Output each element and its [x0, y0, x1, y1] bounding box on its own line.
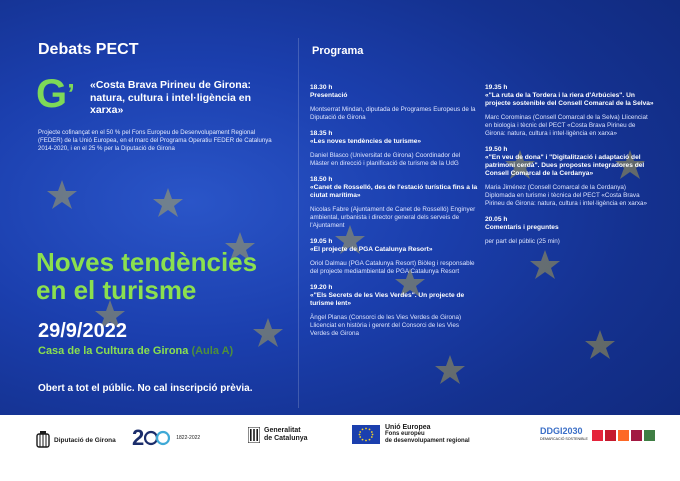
- sdg-icons: [592, 430, 655, 441]
- logo-apostrophe: ’: [67, 78, 75, 109]
- item-heading: «Canet de Rosselló, des de l'estació turística fins a la ciutat marítima»: [310, 184, 478, 199]
- programa-column-1: [310, 84, 480, 346]
- sdg-icon: [618, 430, 629, 441]
- venue-room: (Aula A): [191, 345, 234, 357]
- item-speaker: Nicolas Fabre (Ajuntament de Canet de Rosselló) Enginyer ambiental, urbanista i director general dels serveis de l'Ajuntament: [310, 206, 476, 229]
- event-title-line1: Noves tendències: [36, 247, 258, 277]
- diputacio-label: Diputació de Girona: [54, 436, 116, 444]
- footer-logos: [0, 415, 680, 481]
- sdg-icon: [644, 430, 655, 441]
- generalitat-line2: de Catalunya: [264, 435, 308, 442]
- anniversary-years: 1822-2022: [176, 435, 201, 441]
- item-heading: Presentació: [310, 92, 348, 99]
- item-speaker: Montserrat Mindan, diputada de Programes Europeus de la Diputació de Girona: [310, 106, 476, 121]
- item-time: 20.05 h: [485, 216, 508, 223]
- venue-name: Casa de la Cultura de Girona: [38, 345, 189, 357]
- anniversary-rings-icon: [144, 430, 170, 446]
- item-speaker: Maria Jiménez (Consell Comarcal de la Cerdanya) Diplomada en turisme i tècnica del PECT «Costa Brava Pirineu de Girona: natura, cultura i intel·ligència en xarxa»: [485, 184, 648, 207]
- event-venue: [38, 345, 233, 357]
- diputacio-logo: [36, 431, 116, 449]
- item-heading: «"La ruta de la Tordera i la riera d'Arbúcies". Un projecte sostenible del Consell Comarcal de la Selva»: [485, 92, 654, 107]
- sdg-icon: [605, 430, 616, 441]
- item-speaker: per part del públic (25 min): [485, 238, 560, 245]
- item-heading: «El projecte de PGA Catalunya Resort»: [310, 246, 433, 253]
- event-title: [36, 248, 276, 304]
- generalitat-line1: Generalitat: [264, 427, 301, 434]
- eu-logo: [352, 424, 470, 445]
- diputacio-shield-icon: [36, 431, 50, 449]
- programa-item: [310, 284, 480, 338]
- anniversary-digit: 2: [132, 425, 145, 450]
- open-note: Obert a tot el públic. No cal inscripció prèvia.: [38, 383, 253, 394]
- programa-item: [310, 238, 480, 276]
- programa-item: [485, 146, 655, 208]
- ddgi-logo: [540, 427, 655, 443]
- project-subtitle: «Costa Brava Pirineu de Girona: natura, cultura i intel·ligència en xarxa»: [90, 79, 252, 116]
- item-time: 18.35 h: [310, 130, 333, 137]
- eu-line2: Fons europeu: [385, 431, 425, 437]
- page-header-title: Debats PECT: [38, 41, 139, 58]
- logo-letter: G: [36, 72, 68, 116]
- programa-item: [310, 176, 480, 230]
- programa-item: [310, 84, 480, 122]
- event-date: 29/9/2022: [38, 320, 127, 342]
- item-speaker: Àngel Planas (Consorci de les Vies Verdes de Girona) Llicenciat en història i gerent del Consorci de les Vies Verdes de Girona: [310, 314, 462, 337]
- item-time: 19.50 h: [485, 146, 508, 153]
- sdg-icon: [631, 430, 642, 441]
- item-heading: Comentaris i preguntes: [485, 224, 559, 231]
- programa-item: [310, 130, 480, 168]
- item-time: 18.50 h: [310, 176, 333, 183]
- programa-column-2: [485, 84, 655, 254]
- sdg-icon: [592, 430, 603, 441]
- item-time: 18.30 h: [310, 84, 333, 91]
- eu-line1: Unió Europea: [385, 424, 431, 431]
- item-time: 19.20 h: [310, 284, 333, 291]
- item-speaker: Daniel Blasco (Universitat de Girona) Coordinador del Màster en direcció i planificació de turisme de la UdG: [310, 152, 461, 167]
- ddgi-sub: DEMARCACIÓ SOSTENIBLE: [540, 437, 588, 441]
- ddgi-text: [540, 427, 588, 443]
- programa-item: [485, 84, 655, 138]
- eu-flag-icon: [352, 425, 380, 444]
- programa-item: [485, 216, 655, 246]
- eu-text: [385, 424, 470, 445]
- item-heading: «Les noves tendències de turisme»: [310, 138, 422, 145]
- generalitat-text: [264, 427, 308, 443]
- pect-g-logo: [36, 74, 75, 114]
- divider: [298, 38, 299, 408]
- eu-line3: de desenvolupament regional: [385, 438, 470, 444]
- item-speaker: Marc Corominas (Consell Comarcal de la Selva) Llicenciat en biologia i tècnic del PECT «Costa Brava Pirineu de Girona: natura, cultura i intel·ligència en xarxa»: [485, 114, 648, 137]
- generalitat-logo: [248, 427, 308, 443]
- item-time: 19.35 h: [485, 84, 508, 91]
- programa-title: Programa: [312, 45, 364, 57]
- anniversary-logo: [132, 425, 200, 451]
- item-heading: «"Els Secrets de les Vies Verdes". Un projecte de turisme lent»: [310, 292, 465, 307]
- item-speaker: Oriol Dalmau (PGA Catalunya Resort) Biòleg i responsable del projecte mediambiental de PGA Catalunya Resort: [310, 260, 475, 275]
- item-heading: «"En veu de dona" i "Digitalització i adaptació del patrimoni cerdà". Dues propostes integradores del Consell Comarcal de la Cerdanya»: [485, 154, 645, 177]
- cofinance-note: Projecte cofinançat en el 50 % pel Fons Europeu de Desenvolupament Regional (FEDER) de la Unió Europea, en el marc del Programa Operatiu FEDER de Catalunya 2014-2020, i en el 25 % per la Diputació de Girona: [38, 129, 272, 152]
- generalitat-emblem-icon: [248, 427, 260, 443]
- ddgi-label: DDGI2030: [540, 426, 583, 436]
- event-title-line2: en el turisme: [36, 275, 197, 305]
- item-time: 19.05 h: [310, 238, 333, 245]
